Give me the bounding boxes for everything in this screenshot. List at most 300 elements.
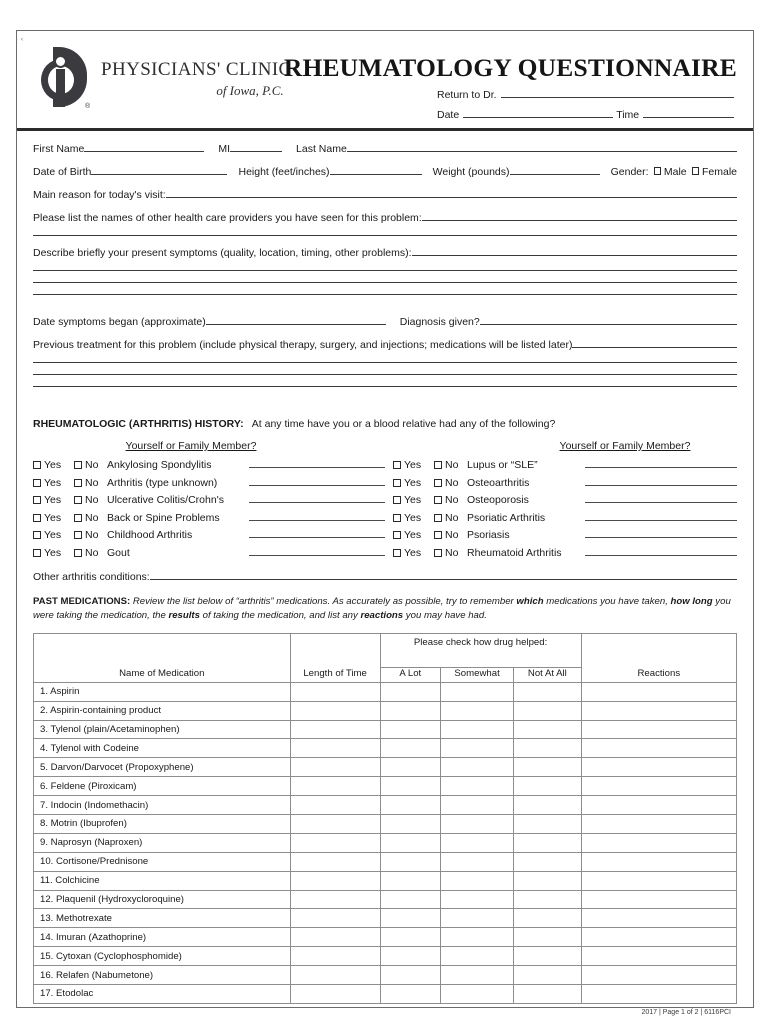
reactions-cell[interactable]: [581, 871, 736, 890]
dob-label: Date of Birth: [33, 166, 92, 178]
symptoms-row: [33, 247, 737, 259]
history-row: [393, 529, 737, 541]
table-row: [34, 796, 737, 815]
providers-input-line-2[interactable]: [33, 235, 737, 236]
history-no-checkbox[interactable]: [434, 549, 442, 557]
history-row: [33, 529, 385, 541]
length-cell[interactable]: [290, 701, 380, 720]
history-condition-label: Childhood Arthritis: [107, 529, 193, 541]
mi-label: MI: [218, 143, 231, 155]
symptoms-input-line-3[interactable]: [33, 282, 737, 283]
length-cell[interactable]: [290, 758, 380, 777]
other-conditions-label: Other arthritis conditions:: [33, 571, 150, 583]
history-condition-label: Arthritis (type unknown): [107, 476, 218, 489]
somewhat-cell[interactable]: [441, 758, 514, 777]
length-cell[interactable]: [290, 966, 380, 985]
col-header-somewhat: Somewhat: [441, 667, 514, 682]
medication-name: 14. Imuran (Azathoprine): [34, 928, 291, 947]
medication-name: 8. Motrin (Ibuprofen): [34, 815, 291, 834]
yes-label: Yes: [404, 494, 422, 506]
history-row: [33, 477, 385, 489]
symptoms-label: Describe briefly your present symptoms (quality, location, timing, other problems):: [33, 247, 412, 259]
reactions-cell[interactable]: [581, 833, 736, 852]
a-lot-cell[interactable]: [380, 777, 440, 796]
history-condition-label: Back or Spine Problems: [107, 511, 220, 524]
length-cell[interactable]: [290, 815, 380, 834]
history-relation-input[interactable]: [585, 555, 737, 556]
history-relation-input[interactable]: [249, 555, 385, 556]
history-column-right: [385, 440, 737, 564]
medication-name: 13. Methotrexate: [34, 909, 291, 928]
height-input[interactable]: [330, 174, 422, 175]
history-row: [33, 494, 385, 506]
previous-treatment-input[interactable]: [572, 347, 737, 348]
medications-table-body: [34, 682, 737, 1003]
reactions-cell[interactable]: [581, 985, 736, 1004]
table-row: [34, 720, 737, 739]
a-lot-cell[interactable]: [380, 720, 440, 739]
a-lot-cell[interactable]: [380, 739, 440, 758]
history-yesno-group: [33, 529, 107, 541]
medication-name: 2. Aspirin-containing product: [34, 701, 291, 720]
no-label: No: [444, 511, 459, 524]
history-yesno-group: [393, 459, 467, 471]
not-at-all-cell[interactable]: [514, 928, 581, 947]
somewhat-cell[interactable]: [441, 815, 514, 834]
yes-label: Yes: [44, 476, 62, 489]
not-at-all-cell[interactable]: [514, 682, 581, 701]
past-medications-heading: PAST MEDICATIONS:: [33, 596, 131, 607]
date-began-row: [33, 316, 737, 328]
a-lot-cell[interactable]: [380, 890, 440, 909]
gender-female-checkbox[interactable]: [692, 167, 699, 175]
reactions-cell[interactable]: [581, 796, 736, 815]
history-yes-checkbox[interactable]: [33, 461, 41, 469]
not-at-all-cell[interactable]: [514, 815, 581, 834]
diagnosis-input[interactable]: [480, 324, 737, 325]
reactions-cell[interactable]: [581, 947, 736, 966]
main-reason-label: Main reason for today's visit:: [33, 189, 166, 201]
note-part-4: of taking the medication, and list any: [199, 610, 361, 622]
time-input[interactable]: [643, 117, 734, 118]
history-heading-bold: RHEUMATOLOGIC (ARTHRITIS) HISTORY:: [33, 418, 244, 430]
previous-treatment-line-4[interactable]: [33, 386, 737, 387]
yes-label: Yes: [404, 476, 422, 489]
corner-registration-mark: ‹: [21, 37, 23, 43]
previous-treatment-row: [33, 339, 737, 351]
history-row: [393, 494, 737, 506]
not-at-all-cell[interactable]: [514, 796, 581, 815]
no-label: No: [84, 529, 99, 541]
history-yes-checkbox[interactable]: [33, 496, 41, 504]
gender-label: Gender:: [610, 166, 649, 178]
medication-name: 7. Indocin (Indomethacin): [34, 796, 291, 815]
reactions-cell[interactable]: [581, 777, 736, 796]
yes-label: Yes: [44, 511, 62, 524]
no-label: No: [444, 459, 459, 471]
symptoms-input-line-4[interactable]: [33, 294, 737, 295]
return-to-doctor-field[interactable]: [437, 89, 737, 101]
somewhat-cell[interactable]: [441, 985, 514, 1004]
somewhat-cell[interactable]: [441, 701, 514, 720]
previous-treatment-line-2[interactable]: [33, 362, 737, 363]
somewhat-cell[interactable]: [441, 833, 514, 852]
history-row: [393, 512, 737, 524]
history-yesno-group: [393, 477, 467, 489]
mi-input[interactable]: [230, 151, 282, 152]
note-bold-howlong: how long: [670, 596, 713, 607]
providers-row: [33, 212, 737, 224]
page-footer: 2017 | Page 1 of 2 | 6116PCI: [641, 1008, 731, 1016]
history-yesno-group: [33, 459, 107, 471]
main-reason-input[interactable]: [166, 197, 737, 198]
table-row: [34, 815, 737, 834]
no-label: No: [84, 459, 99, 471]
table-row: [34, 890, 737, 909]
note-part-3: you were taking the medication, the: [33, 596, 731, 622]
name-row: [33, 143, 737, 155]
history-no-checkbox[interactable]: [434, 479, 442, 487]
yes-label: Yes: [404, 546, 422, 559]
return-to-doctor-input[interactable]: [501, 97, 734, 98]
symptoms-input-line-2[interactable]: [33, 270, 737, 271]
table-row: [34, 852, 737, 871]
clinic-name: PHYSICIANS' CLINIC: [101, 59, 292, 80]
history-relation-input[interactable]: [249, 502, 385, 503]
form-page: [16, 30, 754, 1016]
note-bold-results: results: [168, 610, 200, 622]
medications-table: [33, 633, 737, 1004]
providers-input[interactable]: [422, 220, 737, 221]
form-body: [17, 131, 753, 1016]
note-part-5: you may have had.: [403, 610, 487, 622]
somewhat-cell[interactable]: [441, 909, 514, 928]
history-relation-input[interactable]: [249, 537, 385, 538]
a-lot-cell[interactable]: [380, 985, 440, 1004]
diagnosis-label: Diagnosis given?: [399, 316, 480, 328]
medications-table-head: [34, 633, 737, 682]
history-yesno-group: [33, 477, 107, 489]
date-input[interactable]: [463, 117, 613, 118]
table-row: [34, 682, 737, 701]
gender-male-checkbox[interactable]: [654, 167, 661, 175]
history-yes-checkbox[interactable]: [33, 549, 41, 557]
no-label: No: [444, 494, 459, 506]
weight-label: Weight (pounds): [432, 166, 510, 178]
table-row: [34, 909, 737, 928]
history-row: [33, 459, 385, 471]
medication-name: 5. Darvon/Darvocet (Propoxyphene): [34, 758, 291, 777]
not-at-all-cell[interactable]: [514, 909, 581, 928]
history-yes-checkbox[interactable]: [393, 531, 401, 539]
history-column-left: [33, 440, 385, 564]
history-yesno-group: [393, 512, 467, 524]
history-no-checkbox[interactable]: [74, 514, 82, 522]
a-lot-cell[interactable]: [380, 947, 440, 966]
somewhat-cell[interactable]: [441, 928, 514, 947]
dob-row: [33, 166, 737, 178]
history-heading-rest: At any time have you or a blood relative had any of the following?: [251, 418, 556, 430]
history-no-checkbox[interactable]: [434, 461, 442, 469]
a-lot-cell[interactable]: [380, 815, 440, 834]
first-name-input[interactable]: [84, 151, 204, 152]
weight-input[interactable]: [510, 174, 600, 175]
history-row: [393, 477, 737, 489]
yes-label: Yes: [44, 494, 62, 506]
history-no-checkbox[interactable]: [74, 461, 82, 469]
a-lot-cell[interactable]: [380, 833, 440, 852]
history-columns: [33, 440, 737, 564]
history-no-checkbox[interactable]: [74, 496, 82, 504]
history-yesno-group: [33, 494, 107, 506]
first-name-label: First Name: [33, 143, 85, 155]
medication-name: 6. Feldene (Piroxicam): [34, 777, 291, 796]
a-lot-cell[interactable]: [380, 928, 440, 947]
history-yes-checkbox[interactable]: [33, 479, 41, 487]
no-label: No: [444, 476, 459, 489]
reactions-cell[interactable]: [581, 909, 736, 928]
note-part-1: Review the list below of “arthritis” medications. As accurately as possible, try to remember: [132, 596, 517, 607]
no-label: No: [84, 546, 99, 559]
somewhat-cell[interactable]: [441, 739, 514, 758]
reactions-cell[interactable]: [581, 928, 736, 947]
last-name-input[interactable]: [347, 151, 737, 152]
not-at-all-cell[interactable]: [514, 871, 581, 890]
history-yes-checkbox[interactable]: [393, 514, 401, 522]
date-began-input[interactable]: [206, 324, 386, 325]
somewhat-cell[interactable]: [441, 890, 514, 909]
history-relation-input[interactable]: [249, 485, 385, 486]
medication-name: 16. Relafen (Nabumetone): [34, 966, 291, 985]
somewhat-cell[interactable]: [441, 966, 514, 985]
col-header-helped: Please check how drug helped:: [380, 633, 581, 667]
history-condition-label: Psoriasis: [467, 529, 510, 541]
length-cell[interactable]: [290, 985, 380, 1004]
yes-label: Yes: [404, 529, 422, 541]
note-part-2: medications you have taken,: [543, 596, 671, 607]
reactions-cell[interactable]: [581, 739, 736, 758]
somewhat-cell[interactable]: [441, 852, 514, 871]
table-row: [34, 966, 737, 985]
not-at-all-cell[interactable]: [514, 758, 581, 777]
yes-label: Yes: [404, 511, 422, 524]
history-condition-label: Gout: [107, 546, 130, 559]
col-header-not-at-all: Not At All: [514, 667, 581, 682]
length-cell[interactable]: [290, 890, 380, 909]
reactions-cell[interactable]: [581, 815, 736, 834]
medication-name: 3. Tylenol (plain/Acetaminophen): [34, 720, 291, 739]
not-at-all-cell[interactable]: [514, 701, 581, 720]
history-yes-checkbox[interactable]: [33, 531, 41, 539]
reactions-cell[interactable]: [581, 966, 736, 985]
table-row: [34, 777, 737, 796]
medication-name: 10. Cortisone/Prednisone: [34, 852, 291, 871]
medication-name: 9. Naprosyn (Naproxen): [34, 833, 291, 852]
yes-label: Yes: [44, 546, 62, 559]
not-at-all-cell[interactable]: [514, 890, 581, 909]
other-conditions-input[interactable]: [150, 579, 737, 580]
history-column-header-left: Yourself or Family Member?: [125, 440, 257, 452]
gender-female-label: Female: [701, 166, 737, 178]
history-yes-checkbox[interactable]: [393, 496, 401, 504]
history-yesno-group: [393, 494, 467, 506]
note-bold-reactions: reactions: [360, 610, 404, 622]
length-cell[interactable]: [290, 739, 380, 758]
not-at-all-cell[interactable]: [514, 833, 581, 852]
history-no-checkbox[interactable]: [74, 531, 82, 539]
somewhat-cell[interactable]: [441, 777, 514, 796]
medication-name: 12. Plaquenil (Hydroxycloroquine): [34, 890, 291, 909]
yes-label: Yes: [44, 459, 62, 471]
note-bold-which: which: [516, 596, 544, 607]
length-cell[interactable]: [290, 852, 380, 871]
dob-input[interactable]: [91, 174, 227, 175]
history-yesno-group: [33, 512, 107, 524]
history-no-checkbox[interactable]: [74, 479, 82, 487]
length-cell[interactable]: [290, 833, 380, 852]
history-condition-label: Osteoporosis: [467, 494, 529, 506]
medication-name: 1. Aspirin: [34, 682, 291, 701]
somewhat-cell[interactable]: [441, 682, 514, 701]
no-label: No: [84, 511, 99, 524]
history-row: [393, 459, 737, 471]
length-cell[interactable]: [290, 871, 380, 890]
history-yesno-group: [33, 547, 107, 559]
not-at-all-cell[interactable]: [514, 966, 581, 985]
history-relation-input[interactable]: [585, 520, 737, 521]
a-lot-cell[interactable]: [380, 966, 440, 985]
a-lot-cell[interactable]: [380, 796, 440, 815]
medication-name: 11. Colchicine: [34, 871, 291, 890]
table-row: [34, 833, 737, 852]
clinic-logo: [39, 47, 292, 109]
history-row: [393, 547, 737, 559]
symptoms-input[interactable]: [412, 255, 737, 256]
history-yes-checkbox[interactable]: [393, 479, 401, 487]
yes-label: Yes: [404, 459, 422, 471]
history-condition-label: Ankylosing Spondylitis: [107, 459, 212, 471]
last-name-label: Last Name: [296, 143, 347, 155]
col-header-length: Length of Time: [290, 633, 380, 682]
history-condition-label: Psoriatic Arthritis: [467, 511, 546, 524]
history-no-checkbox[interactable]: [74, 549, 82, 557]
table-row: [34, 739, 737, 758]
clinic-subname: of Iowa, P.C.: [216, 83, 284, 98]
history-condition-label: Osteoarthritis: [467, 476, 530, 489]
a-lot-cell[interactable]: [380, 871, 440, 890]
date-label: Date: [437, 109, 460, 121]
table-row: [34, 701, 737, 720]
no-label: No: [444, 546, 459, 559]
history-row: [33, 512, 385, 524]
not-at-all-cell[interactable]: [514, 777, 581, 796]
reactions-cell[interactable]: [581, 720, 736, 739]
table-row: [34, 758, 737, 777]
clinic-logo-icon: ®: [39, 47, 91, 109]
height-label: Height (feet/inches): [238, 166, 330, 178]
a-lot-cell[interactable]: [380, 909, 440, 928]
no-label: No: [84, 476, 99, 489]
table-row: [34, 928, 737, 947]
history-yes-checkbox[interactable]: [393, 461, 401, 469]
somewhat-cell[interactable]: [441, 871, 514, 890]
history-yesno-group: [393, 547, 467, 559]
history-column-header-right: Yourself or Family Member?: [559, 440, 691, 452]
not-at-all-cell[interactable]: [514, 985, 581, 1004]
history-relation-input[interactable]: [249, 520, 385, 521]
history-relation-input[interactable]: [249, 467, 385, 468]
history-relation-input[interactable]: [585, 467, 737, 468]
previous-treatment-line-3[interactable]: [33, 374, 737, 375]
form-header: [17, 31, 753, 131]
history-condition-label: Rheumatoid Arthritis: [467, 546, 562, 559]
reactions-cell[interactable]: [581, 890, 736, 909]
length-cell[interactable]: [290, 928, 380, 947]
table-row: [34, 871, 737, 890]
gender-male-label: Male: [663, 166, 687, 178]
a-lot-cell[interactable]: [380, 701, 440, 720]
somewhat-cell[interactable]: [441, 720, 514, 739]
no-label: No: [444, 529, 459, 541]
length-cell[interactable]: [290, 777, 380, 796]
not-at-all-cell[interactable]: [514, 947, 581, 966]
reactions-cell[interactable]: [581, 758, 736, 777]
return-to-doctor-label: Return to Dr.: [437, 89, 497, 101]
not-at-all-cell[interactable]: [514, 739, 581, 758]
page-title: RHEUMATOLOGY QUESTIONNAIRE: [283, 53, 737, 82]
history-yes-checkbox[interactable]: [393, 549, 401, 557]
length-cell[interactable]: [290, 682, 380, 701]
not-at-all-cell[interactable]: [514, 852, 581, 871]
length-cell[interactable]: [290, 947, 380, 966]
length-cell[interactable]: [290, 909, 380, 928]
a-lot-cell[interactable]: [380, 682, 440, 701]
yes-label: Yes: [44, 529, 62, 541]
somewhat-cell[interactable]: [441, 947, 514, 966]
date-time-field[interactable]: [437, 109, 737, 121]
history-relation-input[interactable]: [585, 502, 737, 503]
table-row: [34, 985, 737, 1004]
history-relation-input[interactable]: [585, 537, 737, 538]
past-medications-note: [33, 595, 737, 624]
date-began-label: Date symptoms began (approximate): [33, 316, 206, 328]
history-section-heading: [33, 418, 737, 430]
reactions-cell[interactable]: [581, 682, 736, 701]
history-condition-label: Lupus or “SLE”: [467, 459, 538, 471]
length-cell[interactable]: [290, 796, 380, 815]
somewhat-cell[interactable]: [441, 796, 514, 815]
other-conditions-row: [33, 571, 737, 583]
history-relation-input[interactable]: [585, 485, 737, 486]
medication-name: 4. Tylenol with Codeine: [34, 739, 291, 758]
providers-label: Please list the names of other health care providers you have seen for this problem:: [33, 212, 422, 224]
a-lot-cell[interactable]: [380, 852, 440, 871]
reactions-cell[interactable]: [581, 701, 736, 720]
history-no-checkbox[interactable]: [434, 514, 442, 522]
history-yesno-group: [393, 529, 467, 541]
history-no-checkbox[interactable]: [434, 531, 442, 539]
not-at-all-cell[interactable]: [514, 720, 581, 739]
history-no-checkbox[interactable]: [434, 496, 442, 504]
previous-treatment-label: Previous treatment for this problem (include physical therapy, surgery, and injections; medications will be listed later): [33, 339, 573, 351]
col-header-reactions: Reactions: [581, 633, 736, 682]
length-cell[interactable]: [290, 720, 380, 739]
reactions-cell[interactable]: [581, 852, 736, 871]
col-header-name: Name of Medication: [34, 633, 291, 682]
a-lot-cell[interactable]: [380, 758, 440, 777]
history-yes-checkbox[interactable]: [33, 514, 41, 522]
history-row: [33, 547, 385, 559]
